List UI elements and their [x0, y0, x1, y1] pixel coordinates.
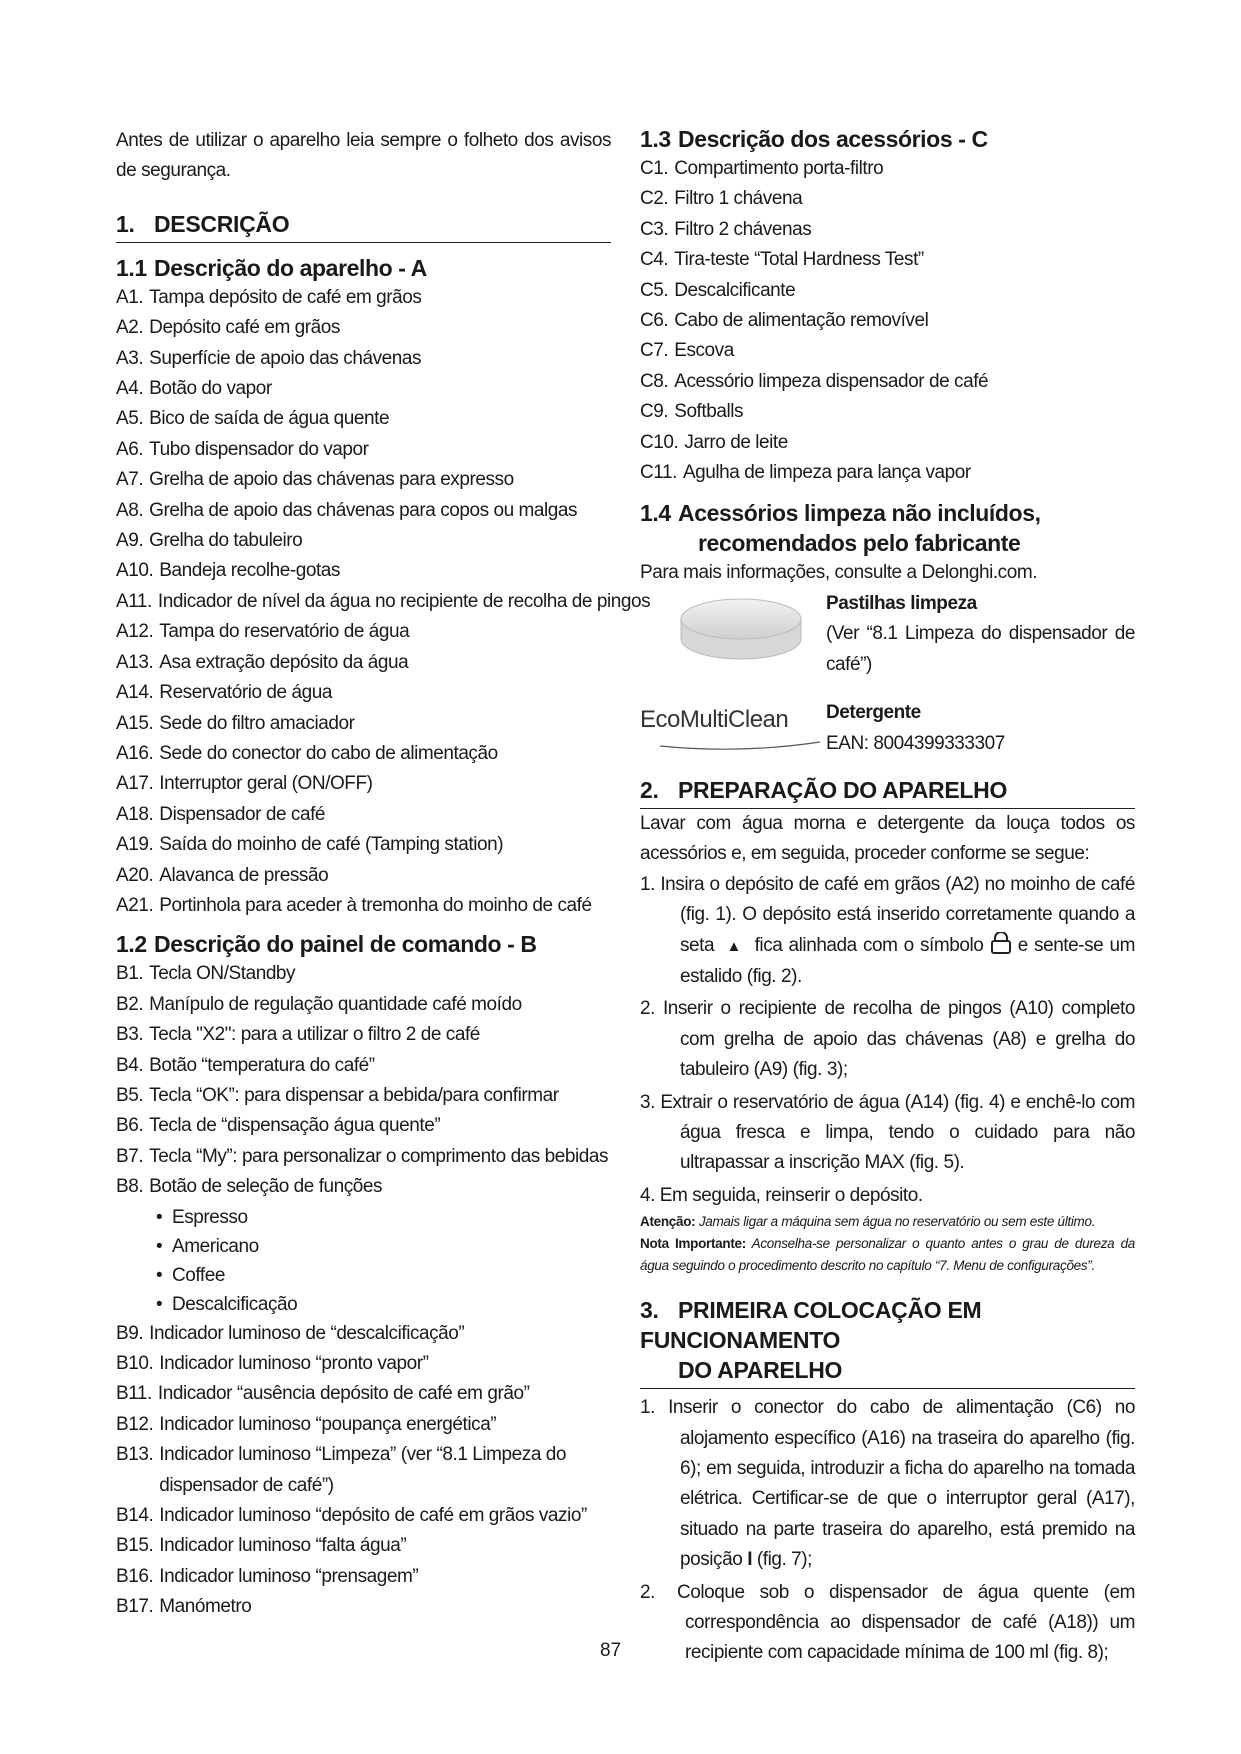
section-2-number: 2.	[640, 776, 659, 803]
list-a-item	[116, 739, 611, 769]
list-a-item-text: Superfície de apoio das chávenas	[149, 347, 422, 369]
list-a-item-text: Interruptor geral (ON/OFF)	[159, 773, 373, 795]
lock-icon	[990, 932, 1012, 954]
list-b-item-code: B9.	[116, 1322, 144, 1344]
s3-step-1-text-a: Inserir o conector do cabo de alimentação (C6) no alojamento específico (A16) na traseira do aparelho (fig. 6); em seguida, introduzir a ficha do aparelho na tomada elétrica. Certificar-se de que o interruptor geral (A17), situado na parte traseira do aparelho, está premido na posição	[668, 1397, 1135, 1571]
list-b-item-code: B10.	[116, 1353, 154, 1374]
list-a-item	[116, 435, 611, 465]
b8-subitem-text: Descalcificação	[172, 1293, 298, 1315]
list-c-item	[640, 215, 1135, 245]
s3-step-1-number: 1.	[640, 1397, 655, 1419]
list-b-item	[116, 1319, 611, 1349]
list-a-item-text: Indicador de nível da água no recipiente de recolha de pingos	[157, 590, 651, 612]
list-a-item-text: Bandeja recolhe-gotas	[159, 560, 340, 582]
list-a-item	[116, 496, 611, 526]
b8-subitem-text: Coffee	[172, 1264, 225, 1286]
list-b-item-code: B2.	[116, 993, 144, 1015]
list-b-item-text: Indicador luminoso “falta água”	[159, 1535, 407, 1557]
list-b-item-code: B11.	[116, 1383, 152, 1405]
step-1-number: 1.	[640, 873, 655, 895]
list-a-item-code: A14.	[116, 682, 154, 704]
list-a-item-text: Grelha do tabuleiro	[149, 530, 303, 552]
list-a-item	[116, 830, 611, 860]
list-a-item-text: Alavanca de pressão	[159, 864, 329, 886]
list-a-item-text: Tampa depósito de café em grãos	[149, 286, 422, 308]
section-1-2-heading	[116, 929, 611, 959]
list-c-item-code: C9.	[640, 401, 669, 423]
list-b-item	[116, 1379, 611, 1409]
s3-step-1-text-b: (fig. 7);	[756, 1549, 812, 1571]
section-2-step-2	[640, 994, 1135, 1085]
list-a-item-code: A21.	[116, 894, 154, 916]
list-a-item-code: A11.	[116, 590, 152, 612]
list-a-item-code: A1.	[116, 286, 144, 308]
step-1-text-a: Insira o depósito de café em grãos (A2) no moinho de café (fig. 1). O depósito está inserido corretamente quando a seta	[660, 873, 1135, 956]
step-2-number: 2.	[640, 998, 655, 1020]
section-1-4-title-line1: Acessórios limpeza não incluídos,	[678, 500, 1041, 527]
section-1-4-heading	[640, 498, 1135, 558]
step-3-text: Extrair o reservatório de água (A14) (fig. 4) e enchê-lo com água fresca e limpa, tendo o cuidado para não ultrapassar a inscrição MAX (fig. 5).	[660, 1091, 1135, 1174]
step-1-text-c: e sente-se um estalido (fig. 2).	[680, 934, 1135, 987]
section-1-4-title-line2: recomendados pelo fabricante	[698, 530, 1021, 557]
step-4-number: 4.	[640, 1184, 655, 1206]
list-a-item-text: Tubo dispensador do vapor	[149, 438, 369, 460]
section-3-step-2	[640, 1578, 1135, 1669]
list-c-item-text: Acessório limpeza dispensador de café	[674, 370, 989, 392]
ecomulticlean-logo	[640, 698, 826, 758]
list-a-item-code: A4.	[116, 378, 144, 400]
list-a-item-code: A6.	[116, 438, 144, 460]
list-a	[116, 283, 651, 922]
list-a-item	[116, 891, 611, 921]
list-b-item	[116, 1020, 611, 1050]
list-a-item-code: A19.	[116, 834, 154, 856]
list-c-item-code: C2.	[640, 188, 669, 210]
page-number: 87	[600, 1640, 622, 1661]
list-b-item	[116, 990, 611, 1020]
section-3-title-line1: PRIMEIRA COLOCAÇÃO EM FUNCIONAMENTO	[640, 1297, 982, 1354]
section-1-title: DESCRIÇÃO	[154, 210, 290, 237]
list-b-item-text: Indicador luminoso “depósito de café em grãos vazio”	[159, 1505, 587, 1527]
section-1-4-intro: Para mais informações, consulte a Delonghi.com.	[640, 562, 1038, 584]
cleaning-tablets-description	[826, 589, 1135, 680]
list-c-item-code: C3.	[640, 218, 669, 240]
list-c-item-text: Compartimento porta-filtro	[674, 158, 884, 179]
list-a-item	[116, 861, 611, 891]
list-a-item-text: Sede do conector do cabo de alimentação	[159, 742, 498, 764]
list-b-item-code: B7.	[116, 1145, 144, 1167]
list-a-item	[116, 800, 611, 830]
list-b-item-code: B16.	[116, 1565, 154, 1587]
list-c-item	[640, 428, 1135, 458]
bullet-icon: •	[156, 1293, 163, 1315]
list-c-item-code: C1.	[640, 158, 669, 179]
section-1-1-number: 1.1	[116, 254, 147, 281]
list-a-item-text: Asa extração depósito da água	[159, 651, 409, 673]
list-a-item	[116, 709, 611, 739]
list-c-item-code: C4.	[640, 249, 669, 271]
intro-paragraph: Antes de utilizar o aparelho leia sempre o folheto dos avisos de segurança.	[116, 130, 611, 182]
list-c-item-text: Escova	[674, 340, 734, 362]
list-a-item-text: Tampa do reservatório de água	[159, 621, 410, 643]
list-a-item-text: Sede do filtro amaciador	[159, 712, 355, 734]
list-c-item	[640, 245, 1135, 275]
accessory-detergent	[640, 698, 1135, 759]
b8-subitem	[116, 1203, 611, 1232]
list-b-item-text: Tecla “My”: para personalizar o comprimento das bebidas	[149, 1145, 609, 1167]
list-a-item-text: Saída do moinho de café (Tamping station)	[159, 834, 504, 856]
list-b-item-text: Botão de seleção de funções	[149, 1176, 383, 1198]
b8-subitem-text: Espresso	[172, 1206, 248, 1228]
list-b-item-code: B17.	[116, 1596, 154, 1618]
list-a-item	[116, 465, 611, 495]
list-a-item-code: A20.	[116, 864, 154, 886]
list-c	[640, 154, 1135, 488]
list-b-item	[116, 1440, 611, 1501]
warning-text: Jamais ligar a máquina sem água no reservatório ou sem este último.	[698, 1214, 1096, 1230]
list-b-item-code: B5.	[116, 1084, 144, 1106]
list-b-item	[116, 959, 611, 989]
list-c-item-text: Jarro de leite	[684, 431, 788, 453]
list-c-item-text: Cabo de alimentação removível	[674, 310, 929, 332]
list-b-item-code: B4.	[116, 1054, 144, 1076]
list-b8-subitems	[116, 1203, 611, 1319]
list-c-item-code: C6.	[640, 310, 669, 332]
important-note-label: Nota Importante:	[640, 1236, 746, 1252]
b8-subitem	[116, 1290, 611, 1319]
list-b-item-code: B13.	[116, 1444, 154, 1466]
b8-subitem	[116, 1232, 611, 1261]
list-b-item	[116, 1531, 611, 1561]
warning-label: Atenção:	[640, 1214, 696, 1230]
list-b-item	[116, 1501, 611, 1531]
section-2-step-4	[640, 1181, 1135, 1211]
section-1-3-heading	[640, 124, 1135, 154]
step-1-text-b: fica alinhada com o símbolo	[754, 934, 984, 956]
detergent-description	[826, 698, 1135, 759]
section-2-step-1	[640, 870, 1135, 993]
list-c-item	[640, 306, 1135, 336]
bullet-icon: •	[156, 1264, 163, 1286]
list-a-item	[116, 617, 611, 647]
section-1-3-title: Descrição dos acessórios - C	[678, 126, 988, 152]
list-c-item-text: Filtro 1 chávena	[674, 188, 803, 210]
list-b-item-text: Tecla "X2": para a utilizar o filtro 2 de café	[149, 1024, 480, 1046]
section-1-2-number: 1.2	[116, 931, 147, 958]
detergent-ean: EAN: 8004399333307	[826, 732, 1005, 754]
list-a-item-code: A8.	[116, 499, 144, 521]
list-a-item-text: Bico de saída de água quente	[149, 408, 390, 430]
list-a-item-code: A3.	[116, 347, 144, 369]
list-b-item-text: Indicador “ausência depósito de café em grão”	[157, 1383, 530, 1405]
list-a-item-code: A5.	[116, 408, 144, 430]
list-c-item	[640, 397, 1135, 427]
list-b-item-text: Tecla de “dispensação água quente”	[149, 1115, 441, 1137]
s3-step-1-bold: I	[747, 1549, 753, 1571]
list-c-item-code: C11.	[640, 462, 677, 484]
list-c-item	[640, 458, 1135, 488]
warning-note	[640, 1211, 1135, 1233]
list-a-item	[116, 374, 611, 404]
list-c-item-text: Softballs	[674, 401, 744, 423]
list-a-item-code: A7.	[116, 469, 144, 491]
list-a-item	[116, 526, 611, 556]
list-b-item-code: B1.	[116, 963, 144, 985]
arrow-up-icon: ▲	[726, 937, 743, 955]
list-a-item	[116, 283, 611, 313]
list-b-item-text: Manómetro	[159, 1596, 252, 1618]
section-1-1-title: Descrição do aparelho - A	[154, 254, 427, 281]
step-4-text: Em seguida, reinserir o depósito.	[659, 1184, 923, 1206]
list-a-item	[116, 556, 611, 586]
list-b-item-code: B6.	[116, 1115, 144, 1137]
section-3-step-1	[640, 1393, 1135, 1575]
list-a-item	[116, 648, 611, 678]
section-3-title-line2: DO APARELHO	[678, 1357, 843, 1384]
s3-step-2-number: 2.	[640, 1581, 655, 1603]
list-b-item-text: Indicador luminoso “prensagem”	[159, 1565, 419, 1587]
list-b-item-text: Botão “temperatura do café”	[149, 1054, 375, 1076]
section-2-title: PREPARAÇÃO DO APARELHO	[678, 776, 1008, 803]
list-a-item-text: Dispensador de café	[159, 803, 326, 825]
list-c-item-text: Filtro 2 chávenas	[674, 218, 812, 240]
list-a-item-code: A16.	[116, 742, 154, 764]
list-b-item	[116, 1081, 611, 1111]
section-2-intro: Lavar com água morna e detergente da louça todos os acessórios e, em seguida, proceder conforme se segue:	[640, 812, 1135, 865]
list-a-item-code: A12.	[116, 621, 154, 643]
logo-swoosh-icon	[640, 736, 826, 756]
section-1-1-heading	[116, 253, 611, 283]
list-a-item-text: Reservatório de água	[159, 682, 332, 704]
list-a-item-text: Depósito café em grãos	[149, 317, 340, 339]
list-a-item	[116, 404, 611, 434]
list-a-item-code: A15.	[116, 712, 154, 734]
left-column	[116, 126, 651, 1623]
list-b-part2	[116, 1319, 611, 1623]
cleaning-tablets-title: Pastilhas limpeza	[826, 592, 977, 614]
list-c-item	[640, 367, 1135, 397]
list-c-item-text: Descalcificante	[674, 279, 796, 301]
list-c-item-code: C7.	[640, 340, 669, 362]
list-c-item-text: Agulha de limpeza para lança vapor	[682, 462, 971, 484]
list-b-item-code: B12.	[116, 1413, 154, 1435]
list-b-item	[116, 1410, 611, 1440]
section-1-2-title: Descrição do painel de comando - B	[154, 931, 537, 958]
list-b-item	[116, 1111, 611, 1141]
b8-subitem-text: Americano	[172, 1235, 259, 1257]
cleaning-tablet-icon	[676, 591, 806, 671]
list-a-item-text: Portinhola para aceder à tremonha do moinho de café	[159, 894, 592, 916]
list-b-item-text: Tecla “OK”: para dispensar a bebida/para confirmar	[149, 1084, 559, 1106]
list-b-item-text: Indicador luminoso “pronto vapor”	[159, 1353, 429, 1374]
list-a-item	[116, 344, 611, 374]
section-2-heading	[640, 775, 1135, 809]
bullet-icon: •	[156, 1206, 163, 1228]
list-b-item	[116, 1349, 611, 1379]
list-a-item-code: A13.	[116, 651, 154, 673]
list-a-item-text: Botão do vapor	[149, 378, 272, 400]
list-b-item-text: Tecla ON/Standby	[149, 963, 296, 985]
list-a-item-text: Grelha de apoio das chávenas para expresso	[149, 469, 514, 491]
list-a-item-text: Grelha de apoio das chávenas para copos ou malgas	[149, 499, 578, 521]
accessory-cleaning-tablets	[640, 589, 1135, 680]
b8-subitem	[116, 1261, 611, 1290]
list-b-item	[116, 1562, 611, 1592]
list-a-item-code: A18.	[116, 803, 154, 825]
list-c-item	[640, 154, 1135, 184]
list-b-item	[116, 1051, 611, 1081]
bullet-icon: •	[156, 1235, 163, 1257]
section-1-heading	[116, 209, 611, 243]
section-1-3-number: 1.3	[640, 126, 671, 152]
list-c-item-text: Tira-teste “Total Hardness Test”	[674, 249, 924, 271]
section-1-4-number: 1.4	[640, 500, 671, 527]
list-b-item-code: B15.	[116, 1535, 154, 1557]
list-a-item	[116, 313, 611, 343]
list-b-item	[116, 1142, 611, 1172]
list-c-item-code: C5.	[640, 279, 669, 301]
detergent-title: Detergente	[826, 702, 921, 724]
list-c-item-code: C8.	[640, 370, 669, 392]
list-b-item-code: B3.	[116, 1024, 144, 1046]
cleaning-tablet-illustration	[640, 589, 826, 675]
list-c-item	[640, 184, 1135, 214]
list-c-item	[640, 276, 1135, 306]
list-c-item	[640, 336, 1135, 366]
list-b-item-text: Indicador luminoso de “descalcificação”	[149, 1322, 465, 1344]
section-2-step-3	[640, 1088, 1135, 1179]
list-a-item-code: A17.	[116, 773, 154, 795]
list-a-item-code: A9.	[116, 530, 144, 552]
list-a-item	[116, 678, 611, 708]
list-c-item-code: C10.	[640, 431, 679, 453]
list-a-item-code: A10.	[116, 560, 154, 582]
list-a-item	[116, 769, 611, 799]
section-3-number: 3.	[640, 1297, 659, 1324]
section-3-heading	[640, 1295, 1135, 1389]
ecomulticlean-logo-text: EcoMultiClean	[640, 706, 789, 734]
list-a-item-code: A2.	[116, 317, 144, 339]
list-b-item-text: Indicador luminoso “poupança energética”	[159, 1413, 497, 1435]
list-b-item-text: Indicador luminoso “Limpeza” (ver “8.1 Limpeza do dispensador de café”)	[159, 1444, 566, 1496]
step-3-number: 3.	[640, 1091, 655, 1113]
important-note-text: Aconselha-se personalizar o quanto antes o grau de dureza da água seguindo o procedimento descrito no capítulo “7. Menu de configurações”.	[640, 1236, 1135, 1274]
list-b-item-code: B14.	[116, 1505, 154, 1527]
section-1-number: 1.	[116, 210, 135, 237]
list-a-item	[116, 587, 651, 617]
list-b-item	[116, 1592, 611, 1622]
list-b-item-code: B8.	[116, 1176, 144, 1198]
right-column	[640, 126, 1135, 1669]
s3-step-2-text: Coloque sob o dispensador de água quente (em correspondência ao dispensador de café (A18)) um recipiente com capacidade mínima de 100 ml (fig. 8);	[677, 1581, 1135, 1664]
step-2-text: Inserir o recipiente de recolha de pingos (A10) completo com grelha de apoio das chávenas (A8) e grelha do tabuleiro (A9) (fig. 3);	[662, 998, 1135, 1081]
important-note	[640, 1233, 1135, 1277]
list-b-part1	[116, 959, 611, 1202]
list-b-item-text: Manípulo de regulação quantidade café moído	[149, 993, 522, 1015]
cleaning-tablets-text: (Ver “8.1 Limpeza do dispensador de café”)	[826, 623, 1135, 675]
list-b-item	[116, 1172, 611, 1202]
